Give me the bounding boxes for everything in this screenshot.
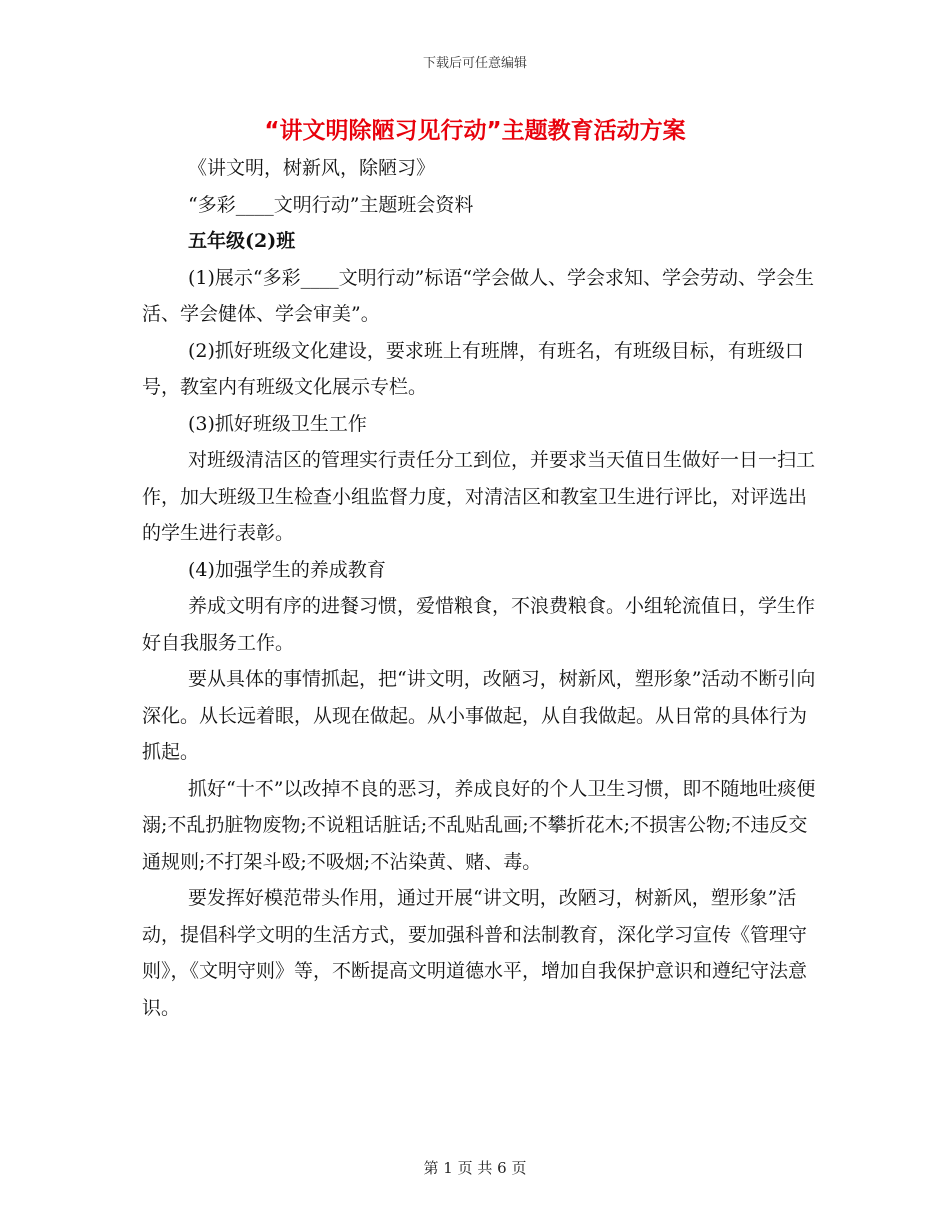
page-header-note: 下载后可任意编辑 [422,56,527,71]
paragraph-item-2: (2)抓好班级文化建设，要求班上有班牌，有班名，有班级目标，有班级口号，教室内有班级文化展示专栏。 [142,339,804,398]
paragraph-subtitle-2: “多彩____文明行动”主题班会资料 [188,193,474,216]
paragraph-ten-nots: 抓好“十不”以改掉不良的恶习，养成良好的个人卫生习惯，即不随地吐痰便溺;不乱扔脏物废物;不说粗话脏话;不乱贴乱画;不攀折花木;不损害公物;不违反交通规则;不打架斗殴;不吸烟;不沾染黄、赌、毒。 [142,777,816,873]
paragraph-item-4: (4)加强学生的养成教育 [188,558,386,581]
document-title: “讲文明除陋习见行动”主题教育活动方案 [264,118,686,144]
paragraph-role-model: 要发挥好模范带头作用，通过开展“讲文明，改陋习，树新风，塑形象”活动，提倡科学文明的生活方式，要加强科普和法制教育，深化学习宣传《管理守则》，《文明守则》等，不断提高文明道德水平，增加自我保护意识和遵纪守法意识。 [142,887,808,1019]
paragraph-item-3-detail: 对班级清洁区的管理实行责任分工到位，并要求当天值日生做好一日一扫工作，加大班级卫生检查小组监督力度，对清洁区和教室卫生进行评比，对评选出的学生进行表彰。 [142,449,816,544]
paragraph-item-4-detail: 养成文明有序的进餐习惯，爱惜粮食，不浪费粮食。小组轮流值日，学生作好自我服务工作。 [142,595,816,654]
document-body [142,150,822,1026]
paragraph-concrete-actions: 要从具体的事情抓起，把“讲文明，改陋习，树新风，塑形象”活动不断引向深化。从长远着眼，从现在做起。从小事做起，从自我做起。从日常的具体行为抓起。 [142,668,816,763]
paragraph-class-name: 五年级(2)班 [188,230,296,252]
paragraph-item-1: (1)展示“多彩____文明行动”标语“学会做人、学会求知、学会劳动、学会生活、学会健体、学会审美”。 [142,266,815,325]
paragraph-subtitle-1: 《讲文明，树新风，除陋习》 [188,157,436,179]
page-number: 第 1 页 共 6 页 [423,1159,527,1177]
paragraph-item-3: (3)抓好班级卫生工作 [188,412,367,435]
